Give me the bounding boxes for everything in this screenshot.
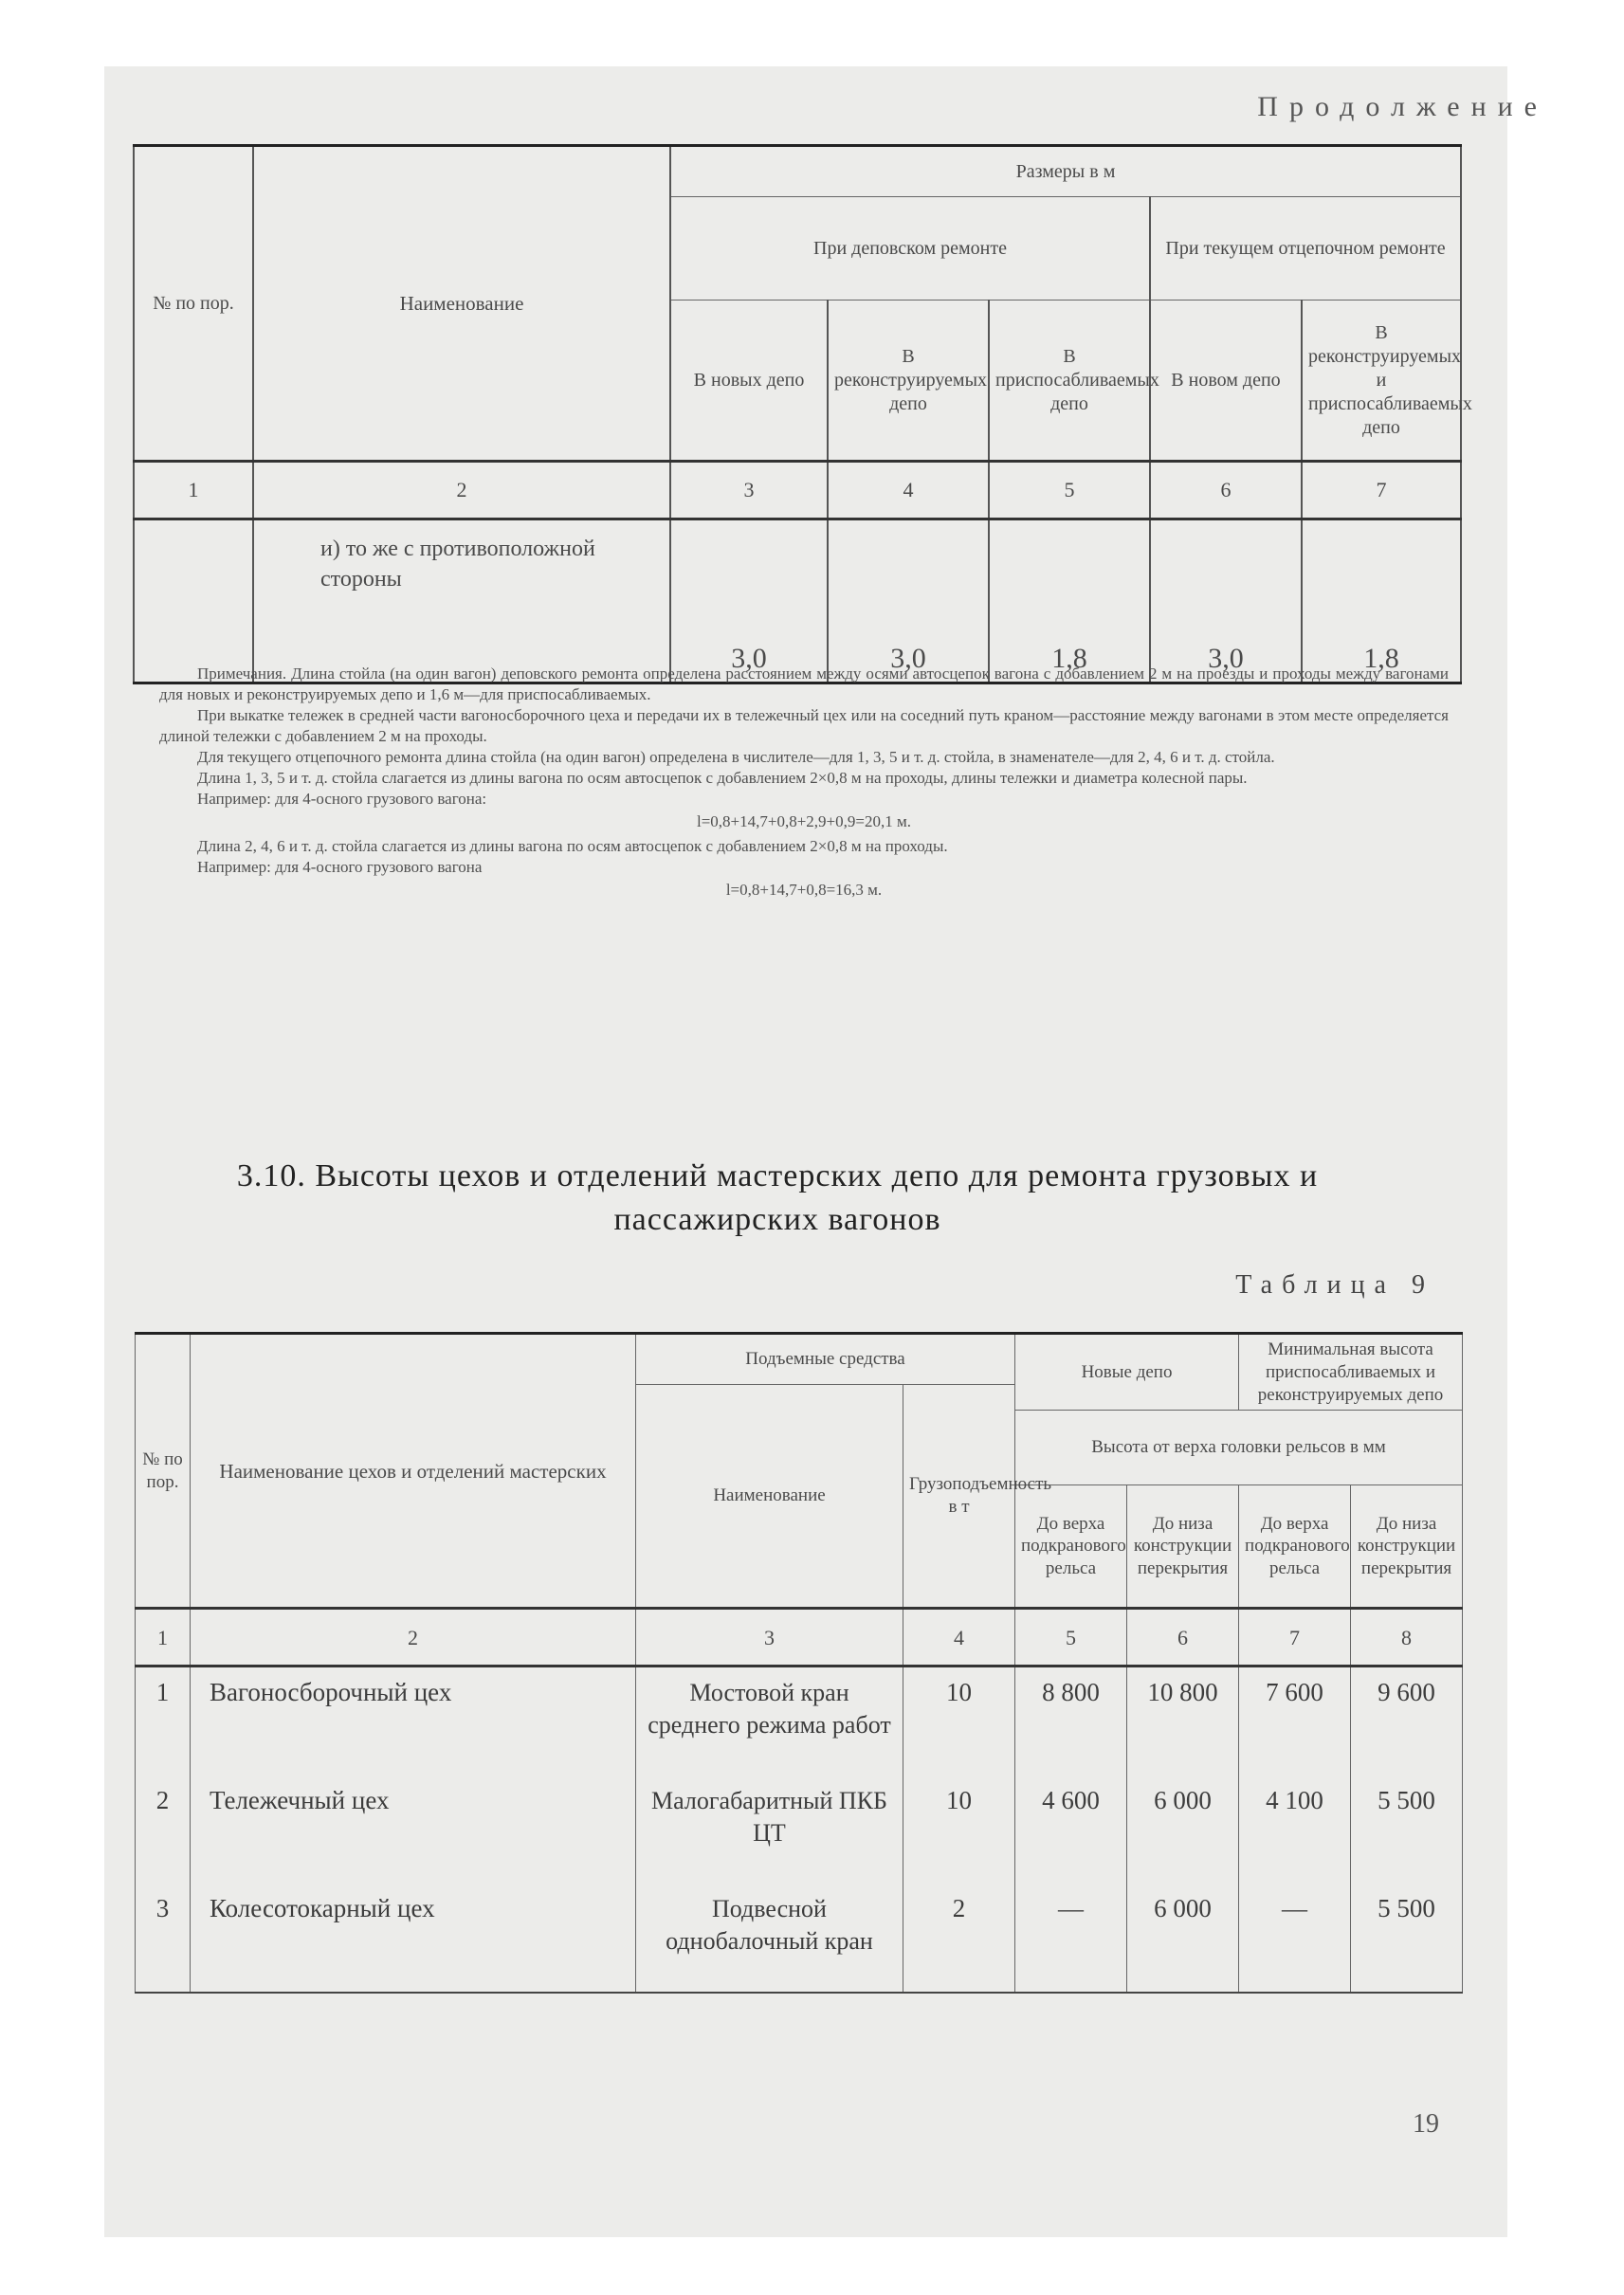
col-header-6: В новом депо xyxy=(1150,301,1302,462)
row-num: 2 xyxy=(136,1776,191,1884)
row-name: Колесотокарный цех xyxy=(191,1884,636,1993)
table-label: Таблица 9 xyxy=(1235,1270,1434,1300)
notes-block xyxy=(159,664,1449,904)
heights-table xyxy=(135,1332,1463,1994)
col-name-header: Наименование xyxy=(253,146,670,462)
lift-capacity-header: Грузоподъемность в т xyxy=(903,1385,1015,1609)
col-number: 3 xyxy=(670,462,828,519)
row-value: 3,0 xyxy=(828,519,989,683)
col-number: 4 xyxy=(828,462,989,519)
new-depo-header: Новые депо xyxy=(1015,1334,1239,1411)
col-number: 1 xyxy=(134,462,253,519)
note-paragraph: При выкатке тележек в средней части вагоносборочного цеха и передачи их в тележечный цех или на соседний путь краном—расстояние между вагонами в этом месте определяется длиной тележки с добавлением 2 м на проходы. xyxy=(159,706,1449,745)
dimensions-table xyxy=(133,144,1472,684)
row-value: — xyxy=(1239,1884,1351,1993)
row-value: 3,0 xyxy=(670,519,828,683)
sub-header-current-repair: При текущем отцепочном ремонте xyxy=(1150,197,1461,301)
col-number: 7 xyxy=(1302,462,1461,519)
row-value: 1,8 xyxy=(989,519,1150,683)
col-number: 4 xyxy=(903,1609,1015,1667)
height-col-5: До верха подкранового рельса xyxy=(1015,1485,1127,1609)
row-num: 1 xyxy=(136,1667,191,1776)
note-formula: l=0,8+14,7+0,8+2,9+0,9=20,1 м. xyxy=(696,812,911,830)
col-number: 8 xyxy=(1351,1609,1463,1667)
lift-name-header: Наименование xyxy=(636,1385,903,1609)
row-crane: Подвесной однобалочный кран xyxy=(636,1884,903,1993)
row-value: 9 600 xyxy=(1351,1667,1463,1776)
col-header-4: В реконструируемых депо xyxy=(828,301,989,462)
note-paragraph: Например: для 4-осного грузового вагона: xyxy=(197,790,487,808)
height-col-6: До низа конструкции перекрытия xyxy=(1127,1485,1239,1609)
row-value: 4 600 xyxy=(1015,1776,1127,1884)
col-num-header: № по пор. xyxy=(134,146,253,462)
group-header: Размеры в м xyxy=(670,146,1461,197)
row-num xyxy=(134,519,253,683)
row-name: и) то же с противоположной стороны xyxy=(253,519,670,683)
height-col-8: До низа конструкции перекрытия xyxy=(1351,1485,1463,1609)
row-num: 3 xyxy=(136,1884,191,1993)
col-name-header: Наименование цехов и отделений мастерских xyxy=(191,1334,636,1609)
col-number: 5 xyxy=(1015,1609,1127,1667)
col-number: 5 xyxy=(989,462,1150,519)
col-number: 6 xyxy=(1150,462,1302,519)
col-number: 1 xyxy=(136,1609,191,1667)
sub-header-depot-repair: При деповском ремонте xyxy=(670,197,1150,301)
row-value: 4 100 xyxy=(1239,1776,1351,1884)
col-header-7: В реконструируемых и приспосабливаемых депо xyxy=(1302,301,1461,462)
row-name: Вагоносборочный цех xyxy=(191,1667,636,1776)
lift-header: Подъемные средства xyxy=(636,1334,1015,1385)
row-value: 10 800 xyxy=(1127,1667,1239,1776)
height-header: Высота от верха головки рельсов в мм xyxy=(1015,1411,1463,1485)
col-number: 2 xyxy=(253,462,670,519)
row-value: 3,0 xyxy=(1150,519,1302,683)
section-heading: 3.10. Высоты цехов и отделений мастерских депо для ремонта грузовых и пассажирских вагонов xyxy=(236,1158,1319,1237)
row-capacity: 2 xyxy=(903,1884,1015,1993)
row-crane: Мостовой кран среднего режима работ xyxy=(636,1667,903,1776)
height-col-7: До верха подкранового рельса xyxy=(1239,1485,1351,1609)
row-crane: Малогабаритный ПКБ ЦТ xyxy=(636,1776,903,1884)
continuation-label: Продолжение xyxy=(1257,91,1548,122)
row-capacity: 10 xyxy=(903,1776,1015,1884)
col-header-5: В приспосабливаемых депо xyxy=(989,301,1150,462)
row-value: — xyxy=(1015,1884,1127,1993)
row-value: 5 500 xyxy=(1351,1884,1463,1993)
row-value: 6 000 xyxy=(1127,1884,1239,1993)
col-number: 3 xyxy=(636,1609,903,1667)
col-number: 2 xyxy=(191,1609,636,1667)
row-capacity: 10 xyxy=(903,1667,1015,1776)
min-height-header: Минимальная высота приспосабливаемых и реконструируемых депо xyxy=(1239,1334,1463,1411)
row-value: 7 600 xyxy=(1239,1667,1351,1776)
row-value: 8 800 xyxy=(1015,1667,1127,1776)
note-paragraph: Для текущего отцепочного ремонта длина стойла (на один вагон) определена в числителе—для 1, 3, 5 и т. д. стойла, в знаменателе—для 2, 4, 6 и т. д. стойла. xyxy=(197,748,1275,766)
note-formula: l=0,8+14,7+0,8=16,3 м. xyxy=(725,881,883,899)
row-value: 6 000 xyxy=(1127,1776,1239,1884)
col-number: 6 xyxy=(1127,1609,1239,1667)
row-value: 5 500 xyxy=(1351,1776,1463,1884)
row-value: 1,8 xyxy=(1302,519,1461,683)
col-number: 7 xyxy=(1239,1609,1351,1667)
note-paragraph: Например: для 4-осного грузового вагона xyxy=(197,858,483,876)
col-header-3: В новых депо xyxy=(670,301,828,462)
page-number: 19 xyxy=(1413,2109,1439,2139)
note-paragraph: Длина 1, 3, 5 и т. д. стойла слагается из длины вагона по осям автосцепок с добавлением 2×0,8 м на проходы, длины тележки и диаметра колесной пары. xyxy=(197,769,1248,787)
row-name: Тележечный цех xyxy=(191,1776,636,1884)
col-num-header: № по пор. xyxy=(136,1334,191,1609)
note-paragraph: Примечания. Длина стойла (на один вагон) деповского ремонта определена расстоянием между осями автосцепок вагона с добавлением 2 м на проезды и проходы между вагонами для новых и реконструируемых депо и 1,6 м—для приспосабливаемых. xyxy=(159,665,1449,703)
note-paragraph: Длина 2, 4, 6 и т. д. стойла слагается из длины вагона по осям автосцепок с добавлением 2×0,8 м на проходы. xyxy=(197,837,948,855)
